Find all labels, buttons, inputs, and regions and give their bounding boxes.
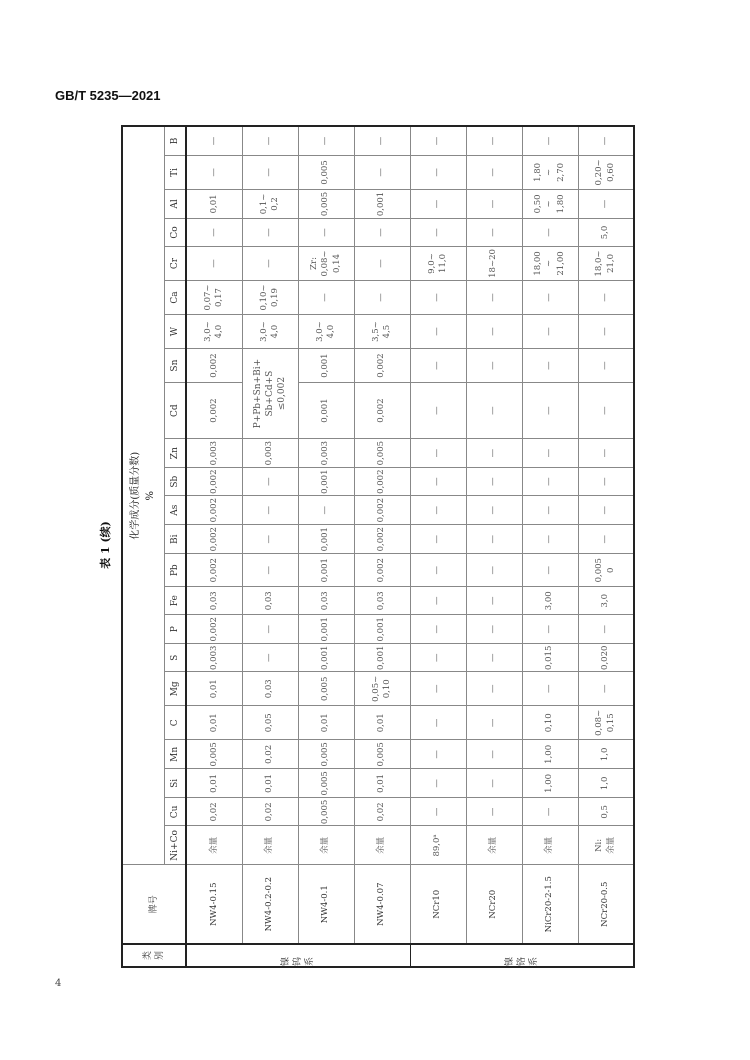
element-header: Si bbox=[164, 769, 186, 798]
value-cell: — bbox=[578, 383, 634, 439]
element-header: Sb bbox=[164, 468, 186, 496]
value-cell: 余量 bbox=[522, 826, 578, 865]
value-cell: — bbox=[522, 496, 578, 525]
value-cell: — bbox=[410, 155, 466, 189]
value-cell: 0,05~ 0,10 bbox=[354, 672, 410, 706]
grade-cell: NiCr20-2-1.5 bbox=[522, 865, 578, 944]
value-cell: — bbox=[410, 315, 466, 349]
value-cell: — bbox=[466, 587, 522, 615]
value-cell: — bbox=[522, 218, 578, 246]
element-header: Pb bbox=[164, 554, 186, 587]
value-cell: 0,02 bbox=[354, 798, 410, 826]
category-cell: 镍铬系 bbox=[410, 944, 634, 967]
value-cell: 0,10 bbox=[522, 706, 578, 740]
value-cell: 3,00 bbox=[522, 587, 578, 615]
value-cell: — bbox=[466, 644, 522, 672]
grade-cell: NCr20 bbox=[466, 865, 522, 944]
value-cell: — bbox=[298, 496, 354, 525]
value-cell: — bbox=[466, 189, 522, 218]
value-cell: 0,002 bbox=[354, 383, 410, 439]
value-cell: 0,005 bbox=[298, 798, 354, 826]
table-caption: 表 1 (续) bbox=[99, 521, 112, 569]
value-cell: — bbox=[186, 218, 242, 246]
value-cell: 0,01 bbox=[186, 672, 242, 706]
value-cell: 0,02 bbox=[186, 798, 242, 826]
value-cell: 0,50 ~ 1,80 bbox=[522, 189, 578, 218]
value-cell: — bbox=[522, 281, 578, 315]
value-cell: — bbox=[578, 525, 634, 554]
value-cell: — bbox=[522, 315, 578, 349]
value-cell: — bbox=[466, 126, 522, 155]
value-cell: 3,0~ 4,0 bbox=[242, 315, 298, 349]
value-cell: 余量 bbox=[186, 826, 242, 865]
element-header: S bbox=[164, 644, 186, 672]
table-row bbox=[354, 126, 410, 967]
element-header: Co bbox=[164, 218, 186, 246]
value-cell: 0,01 bbox=[354, 706, 410, 740]
value-cell: — bbox=[410, 554, 466, 587]
element-header: Al bbox=[164, 189, 186, 218]
value-cell: — bbox=[242, 155, 298, 189]
value-cell: — bbox=[410, 706, 466, 740]
value-cell: — bbox=[578, 281, 634, 315]
grade-cell: NW4-0.1 bbox=[298, 865, 354, 944]
grade-cell: NCr20-0.5 bbox=[578, 865, 634, 944]
value-cell: 3,0 bbox=[578, 587, 634, 615]
value-cell: 0,005 bbox=[354, 439, 410, 468]
value-cell: — bbox=[522, 349, 578, 383]
value-cell: — bbox=[522, 672, 578, 706]
value-cell: 0,005 bbox=[298, 769, 354, 798]
value-cell: — bbox=[466, 496, 522, 525]
value-cell: 9,0~ 11,0 bbox=[410, 246, 466, 280]
value-cell: — bbox=[242, 525, 298, 554]
table-body bbox=[186, 126, 634, 967]
value-cell: 3,0~ 4,0 bbox=[298, 315, 354, 349]
value-cell: 0,03 bbox=[242, 672, 298, 706]
value-cell: — bbox=[354, 246, 410, 280]
value-cell: 0,001 bbox=[298, 554, 354, 587]
value-cell: — bbox=[578, 672, 634, 706]
value-cell: — bbox=[410, 218, 466, 246]
value-cell: — bbox=[522, 615, 578, 644]
value-cell: — bbox=[466, 349, 522, 383]
grade-header: 牌号 bbox=[122, 865, 186, 944]
value-cell: 3,5~ 4,5 bbox=[354, 315, 410, 349]
element-header: Cd bbox=[164, 383, 186, 439]
value-cell: — bbox=[242, 246, 298, 280]
value-cell: 1,00 bbox=[522, 740, 578, 769]
value-cell: 18,00 ~ 21,00 bbox=[522, 246, 578, 280]
value-cell: 0,005 bbox=[298, 189, 354, 218]
standard-number: GB/T 5235—2021 bbox=[55, 88, 161, 103]
value-cell: 0,005 bbox=[298, 740, 354, 769]
element-header: Ca bbox=[164, 281, 186, 315]
value-cell: — bbox=[186, 155, 242, 189]
value-cell: 0,001 bbox=[298, 525, 354, 554]
value-cell: 0,005 bbox=[186, 740, 242, 769]
value-cell: — bbox=[410, 281, 466, 315]
value-cell: 0,07~ 0,17 bbox=[186, 281, 242, 315]
value-cell: — bbox=[466, 798, 522, 826]
value-cell: — bbox=[242, 496, 298, 525]
value-cell: 0,003 bbox=[186, 644, 242, 672]
value-cell: — bbox=[578, 496, 634, 525]
value-cell: 0,005 0 bbox=[578, 554, 634, 587]
value-cell: — bbox=[242, 218, 298, 246]
value-cell: 0,002 bbox=[354, 468, 410, 496]
value-cell: — bbox=[466, 281, 522, 315]
value-cell: 0,002 bbox=[354, 496, 410, 525]
value-cell: 0,002 bbox=[354, 349, 410, 383]
element-header: Cr bbox=[164, 246, 186, 280]
value-cell: 0,03 bbox=[186, 587, 242, 615]
element-header: Cu bbox=[164, 798, 186, 826]
table-row bbox=[522, 126, 578, 967]
value-cell: 0,001 bbox=[298, 615, 354, 644]
value-cell: 0,01 bbox=[354, 769, 410, 798]
value-cell: 0,001 bbox=[298, 644, 354, 672]
value-cell: 0,003 bbox=[242, 439, 298, 468]
value-cell: 0,002 bbox=[186, 525, 242, 554]
element-header: Sn bbox=[164, 349, 186, 383]
value-cell: — bbox=[578, 615, 634, 644]
composition-table bbox=[121, 125, 635, 968]
value-cell: — bbox=[522, 468, 578, 496]
value-cell: — bbox=[298, 281, 354, 315]
value-cell: — bbox=[466, 769, 522, 798]
category-cell: 镍钨系 bbox=[186, 944, 410, 967]
value-cell: 89,0ᵃ bbox=[410, 826, 466, 865]
table-row bbox=[410, 126, 466, 967]
value-cell: — bbox=[410, 496, 466, 525]
value-cell: 0,01 bbox=[298, 706, 354, 740]
value-cell: 0,005 bbox=[298, 672, 354, 706]
value-cell: 1,0 bbox=[578, 769, 634, 798]
value-cell: — bbox=[466, 706, 522, 740]
value-cell: 余量 bbox=[466, 826, 522, 865]
value-cell: — bbox=[410, 672, 466, 706]
value-cell: — bbox=[466, 468, 522, 496]
value-cell: 1,0 bbox=[578, 740, 634, 769]
value-cell: 0,01 bbox=[186, 189, 242, 218]
value-cell: 18,0~ 21,0 bbox=[578, 246, 634, 280]
element-header: Mg bbox=[164, 672, 186, 706]
value-cell: — bbox=[522, 554, 578, 587]
value-cell: 0,001 bbox=[354, 189, 410, 218]
value-cell: — bbox=[578, 126, 634, 155]
value-cell: 0,002 bbox=[186, 496, 242, 525]
element-header: Zn bbox=[164, 439, 186, 468]
value-cell: 余量 bbox=[354, 826, 410, 865]
grade-cell: NW4-0.2-0.2 bbox=[242, 865, 298, 944]
value-cell: — bbox=[354, 281, 410, 315]
value-cell: 0,01 bbox=[242, 769, 298, 798]
element-header: Ni+Co bbox=[164, 826, 186, 865]
value-cell: — bbox=[466, 155, 522, 189]
value-cell: — bbox=[466, 439, 522, 468]
value-cell: 0,05 bbox=[242, 706, 298, 740]
element-header: P bbox=[164, 615, 186, 644]
value-cell: — bbox=[410, 349, 466, 383]
value-cell: — bbox=[354, 218, 410, 246]
element-header: As bbox=[164, 496, 186, 525]
table-row bbox=[242, 126, 298, 967]
value-cell: — bbox=[466, 554, 522, 587]
value-cell: — bbox=[466, 218, 522, 246]
value-cell: — bbox=[186, 126, 242, 155]
value-cell: 余量 bbox=[242, 826, 298, 865]
value-cell: 0,03 bbox=[354, 587, 410, 615]
value-cell: — bbox=[242, 554, 298, 587]
value-cell: 18~20 bbox=[466, 246, 522, 280]
value-cell: 5,0 bbox=[578, 218, 634, 246]
element-header: B bbox=[164, 126, 186, 155]
grade-cell: NCr10 bbox=[410, 865, 466, 944]
value-cell: — bbox=[242, 468, 298, 496]
value-cell: — bbox=[466, 525, 522, 554]
value-cell: 0,1~ 0,2 bbox=[242, 189, 298, 218]
value-cell: 0,003 bbox=[186, 439, 242, 468]
value-cell: — bbox=[354, 126, 410, 155]
value-cell: — bbox=[578, 315, 634, 349]
value-cell: — bbox=[410, 468, 466, 496]
value-cell: 0,001 bbox=[298, 349, 354, 383]
table-row bbox=[298, 126, 354, 967]
value-cell: 0,001 bbox=[354, 615, 410, 644]
value-cell: 1,80 ~ 2,70 bbox=[522, 155, 578, 189]
value-cell: — bbox=[410, 769, 466, 798]
value-cell: — bbox=[522, 439, 578, 468]
value-cell: 0,01 bbox=[186, 706, 242, 740]
value-cell: — bbox=[466, 615, 522, 644]
value-cell: — bbox=[522, 525, 578, 554]
value-cell: 0,002 bbox=[354, 525, 410, 554]
value-cell: 3,0~ 4,0 bbox=[186, 315, 242, 349]
composition-table-rotated bbox=[121, 125, 632, 968]
value-cell: 0,03 bbox=[298, 587, 354, 615]
value-cell: 余量 bbox=[298, 826, 354, 865]
composition-header: 化学成分(质量分数) % bbox=[122, 126, 164, 865]
value-cell: — bbox=[466, 315, 522, 349]
table-row bbox=[466, 126, 522, 967]
value-cell: — bbox=[522, 383, 578, 439]
value-cell: — bbox=[410, 740, 466, 769]
value-cell: P+Pb+Sn+Bi+ Sb+Cd+S ≤0,002 bbox=[242, 349, 298, 439]
value-cell: 0,5 bbox=[578, 798, 634, 826]
element-header: Bi bbox=[164, 525, 186, 554]
value-cell: Ni: 余量 bbox=[578, 826, 634, 865]
element-header: W bbox=[164, 315, 186, 349]
value-cell: — bbox=[354, 155, 410, 189]
value-cell: — bbox=[242, 615, 298, 644]
value-cell: — bbox=[410, 644, 466, 672]
value-cell: 0,001 bbox=[354, 644, 410, 672]
value-cell: 0,005 bbox=[298, 155, 354, 189]
value-cell: 0,015 bbox=[522, 644, 578, 672]
value-cell: — bbox=[410, 126, 466, 155]
value-cell: — bbox=[578, 189, 634, 218]
value-cell: — bbox=[410, 383, 466, 439]
table-row bbox=[578, 126, 634, 967]
element-header-row bbox=[164, 126, 186, 967]
value-cell: 0,001 bbox=[298, 383, 354, 439]
value-cell: 1,00 bbox=[522, 769, 578, 798]
value-cell: 0,002 bbox=[186, 349, 242, 383]
value-cell: 0,01 bbox=[186, 769, 242, 798]
value-cell: — bbox=[578, 468, 634, 496]
value-cell: — bbox=[298, 126, 354, 155]
element-header: Mn bbox=[164, 740, 186, 769]
table-row bbox=[186, 126, 242, 967]
value-cell: — bbox=[410, 587, 466, 615]
value-cell: 0,10~ 0,19 bbox=[242, 281, 298, 315]
value-cell: 0,002 bbox=[186, 383, 242, 439]
value-cell: — bbox=[578, 439, 634, 468]
value-cell: — bbox=[522, 798, 578, 826]
value-cell: — bbox=[466, 672, 522, 706]
value-cell: — bbox=[578, 349, 634, 383]
value-cell: 0,002 bbox=[186, 468, 242, 496]
value-cell: 0,002 bbox=[354, 554, 410, 587]
value-cell: 0,02 bbox=[242, 798, 298, 826]
value-cell: 0,005 bbox=[354, 740, 410, 769]
value-cell: — bbox=[410, 525, 466, 554]
grade-cell: NW4-0.07 bbox=[354, 865, 410, 944]
value-cell: 0,003 bbox=[298, 439, 354, 468]
value-cell: — bbox=[466, 383, 522, 439]
value-cell: — bbox=[410, 189, 466, 218]
value-cell: — bbox=[186, 246, 242, 280]
element-header: C bbox=[164, 706, 186, 740]
value-cell: — bbox=[298, 218, 354, 246]
element-header: Ti bbox=[164, 155, 186, 189]
value-cell: — bbox=[410, 439, 466, 468]
value-cell: — bbox=[522, 126, 578, 155]
value-cell: 0,001 bbox=[298, 468, 354, 496]
value-cell: 0,03 bbox=[242, 587, 298, 615]
category-header: 类 别 bbox=[122, 944, 186, 967]
value-cell: — bbox=[242, 644, 298, 672]
value-cell: 0,20~ 0,60 bbox=[578, 155, 634, 189]
value-cell: 0,002 bbox=[186, 554, 242, 587]
value-cell: — bbox=[466, 740, 522, 769]
value-cell: — bbox=[410, 798, 466, 826]
value-cell: 0,02 bbox=[242, 740, 298, 769]
value-cell: — bbox=[410, 615, 466, 644]
element-header: Fe bbox=[164, 587, 186, 615]
value-cell: Zr: 0,08~ 0,14 bbox=[298, 246, 354, 280]
value-cell: — bbox=[242, 126, 298, 155]
value-cell: 0,020 bbox=[578, 644, 634, 672]
page-number: 4 bbox=[55, 978, 62, 989]
value-cell: 0,002 bbox=[186, 615, 242, 644]
value-cell: 0,08~ 0,15 bbox=[578, 706, 634, 740]
grade-cell: NW4-0.15 bbox=[186, 865, 242, 944]
